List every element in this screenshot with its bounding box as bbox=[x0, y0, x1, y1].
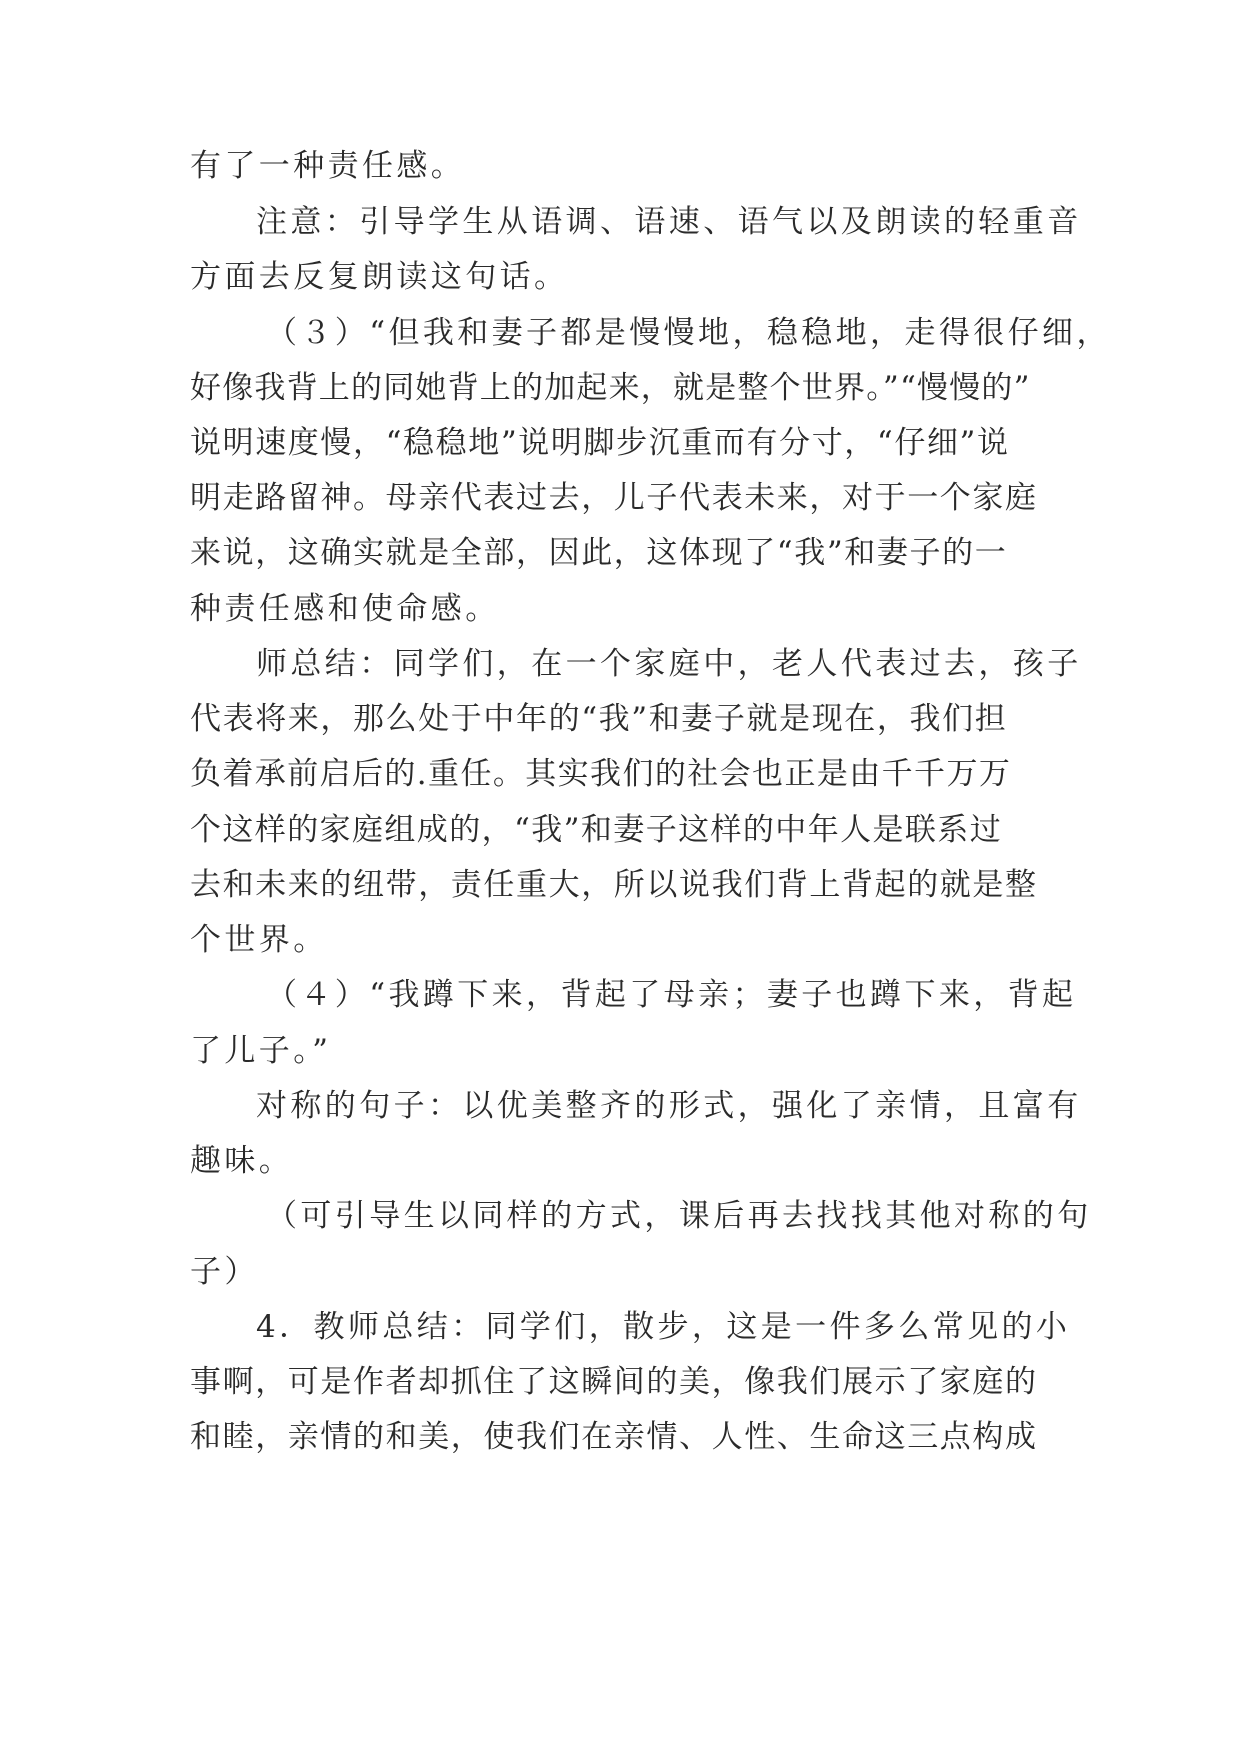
text-line: 事啊，可是作者却抓住了这瞬间的美，像我们展示了家庭的 bbox=[190, 1364, 1038, 1400]
paragraph-start: 注意：引导学生从语调、语速、语气以及朗读的轻重音 bbox=[256, 204, 1082, 240]
text-line: 去和未来的纽带，责任重大，所以说我们背上背起的就是整 bbox=[190, 867, 1038, 903]
text-line: 趣味。 bbox=[190, 1143, 294, 1179]
text-line: 子） bbox=[190, 1254, 259, 1290]
text-line: 和睦，亲情的和美，使我们在亲情、人性、生命这三点构成 bbox=[190, 1419, 1038, 1455]
paragraph-start: （３）“但我和妻子都是慢慢地，稳稳地，走得很仔细， bbox=[266, 315, 1111, 351]
paragraph-start: （４）“我蹲下来，背起了母亲；妻子也蹲下来，背起 bbox=[266, 977, 1077, 1013]
paragraph-start: 对称的句子：以优美整齐的形式，强化了亲情，且富有 bbox=[256, 1088, 1082, 1124]
text-line: 代表将来，那么处于中年的“我”和妻子就是现在，我们担 bbox=[190, 701, 1008, 737]
paragraph-start: （可引导生以同样的方式，课后再去找找其他对称的句 bbox=[266, 1198, 1092, 1234]
text-line: 种责任感和使命感。 bbox=[190, 591, 500, 627]
text-line: 负着承前启后的.重任。其实我们的社会也正是由千千万万 bbox=[190, 756, 1012, 792]
text-line: 好像我背上的同她背上的加起来，就是整个世界。”“慢慢的” bbox=[190, 370, 1031, 406]
text-line: 有了一种责任感。 bbox=[190, 148, 466, 184]
text-line: 说明速度慢，“稳稳地”说明脚步沉重而有分寸，“仔细”说 bbox=[190, 425, 1010, 461]
paragraph-start: 师总结：同学们，在一个家庭中，老人代表过去，孩子 bbox=[256, 646, 1082, 682]
text-line: 来说，这确实就是全部，因此，这体现了“我”和妻子的一 bbox=[190, 535, 1008, 571]
text-line: 明走路留神。母亲代表过去，儿子代表未来，对于一个家庭 bbox=[190, 480, 1038, 516]
paragraph-start: 4．教师总结：同学们，散步，这是一件多么常见的小 bbox=[256, 1309, 1071, 1345]
text-line: 个这样的家庭组成的，“我”和妻子这样的中年人是联系过 bbox=[190, 812, 1003, 848]
text-line: 方面去反复朗读这句话。 bbox=[190, 259, 569, 295]
text-line: 个世界。 bbox=[190, 922, 328, 958]
text-line: 了儿子。” bbox=[190, 1033, 332, 1069]
